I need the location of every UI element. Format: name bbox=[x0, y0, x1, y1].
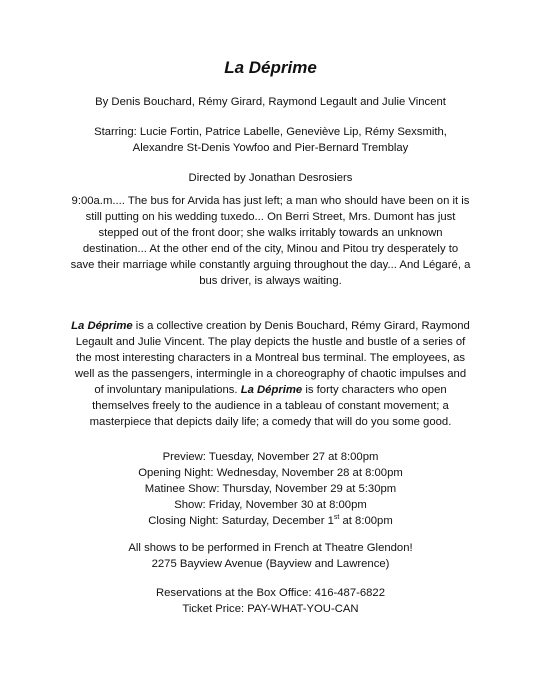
play-name-emphasis: La Déprime bbox=[240, 384, 303, 396]
closing-night-date bbox=[70, 513, 471, 529]
ordinal-suffix: st bbox=[333, 514, 340, 522]
show-date: Show: Friday, November 30 at 8:00pm bbox=[174, 499, 367, 511]
play-title: La Déprime bbox=[224, 58, 317, 77]
closing-night-time: at 8:00pm bbox=[339, 515, 393, 527]
play-name-emphasis: La Déprime bbox=[71, 320, 133, 332]
closing-night-prefix: Closing Night: Saturday, December 1 bbox=[148, 515, 334, 527]
matinee-show-date: Matinee Show: Thursday, November 29 at 5:30pm bbox=[144, 483, 397, 495]
venue-language-note: All shows to be performed in French at Theatre Glendon! bbox=[128, 542, 413, 554]
venue-address: 2275 Bayview Avenue (Bayview and Lawrence) bbox=[151, 558, 390, 570]
description-text: is a collective creation by Denis Bouchard, Rémy Girard, Raymond Legault and Julie Vincent. The play depicts the hustle and bustle of a series of the most interesting characters in a Montreal bus terminal. The employees, as well as the passengers, intermingle in a choreography of chaotic impulses and of involuntary manipulations. bbox=[74, 320, 470, 396]
opening-night-date: Opening Night: Wednesday, November 28 at 8:00pm bbox=[138, 467, 403, 479]
director-line: Directed by Jonathan Desrosiers bbox=[188, 172, 353, 184]
ticket-price: Ticket Price: PAY-WHAT-YOU-CAN bbox=[182, 603, 359, 615]
description-text: is forty characters who open themselves freely to the audience in a tableau of constant movement; a masterpiece that depicts daily life; a comedy that will do you some good. bbox=[89, 384, 452, 428]
description-paragraph bbox=[70, 318, 471, 430]
authors-line: By Denis Bouchard, Rémy Girard, Raymond Legault and Julie Vincent bbox=[95, 96, 446, 108]
venue-info bbox=[70, 540, 471, 572]
starring-paragraph: Starring: Lucie Fortin, Patrice Labelle, Geneviève Lip, Rémy Sexsmith, Alexandre St-Denis Yowfoo and Pier-Bernard Tremblay bbox=[94, 126, 447, 154]
synopsis-paragraph: 9:00a.m.... The bus for Arvida has just left; a man who should have been on it is still putting on his wedding tuxedo... On Berri Street, Mrs. Dumont has just stepped out of the front door; she walks irritably towards an unknown destination... At the other end of the city, Minou and Pitou try desperately to save their marriage while constantly arguing throughout the day... And Légaré, a bus driver, is always waiting. bbox=[70, 195, 471, 287]
box-office-phone: Reservations at the Box Office: 416-487-6822 bbox=[155, 587, 385, 599]
preview-date: Preview: Tuesday, November 27 at 8:00pm bbox=[162, 451, 379, 463]
reservation-info bbox=[70, 585, 471, 617]
show-schedule bbox=[70, 449, 471, 529]
